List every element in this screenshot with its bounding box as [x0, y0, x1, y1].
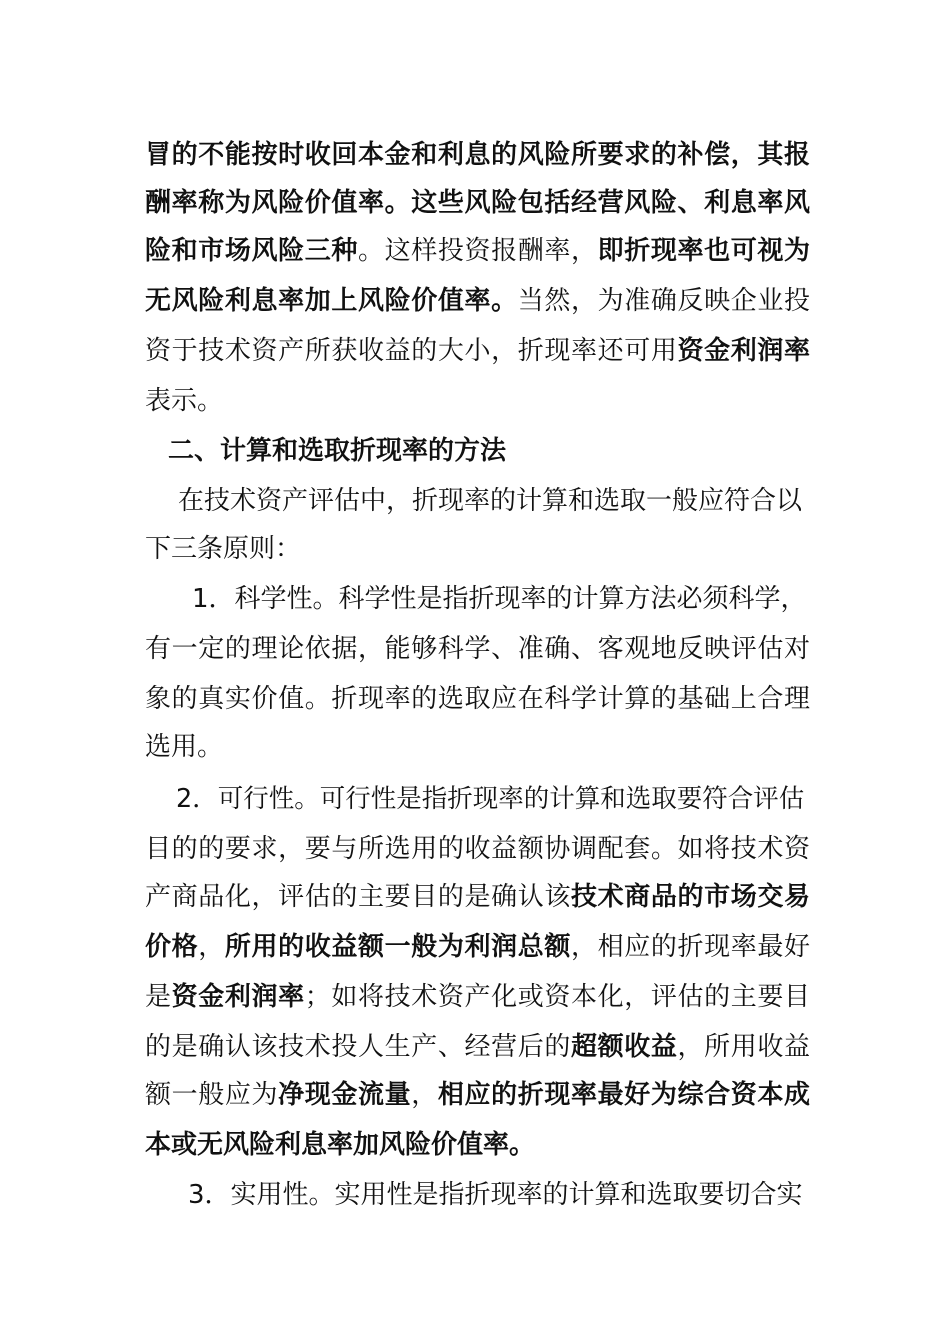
- body-text: 额一般应为: [145, 1080, 279, 1110]
- body-text: 选用。: [145, 732, 224, 762]
- body-text: 。这样投资报酬率，: [358, 236, 598, 266]
- text-line: [145, 922, 810, 972]
- list-item-1: [192, 574, 810, 624]
- body-text: 资于技术资产所获收益的大小，折现率还可用: [145, 336, 678, 366]
- section-heading: [168, 426, 808, 476]
- body-text: 下三条原则：: [145, 534, 302, 564]
- text-line: [145, 1022, 810, 1072]
- bold-text: 相应的折现率最好为综合资本成: [437, 1080, 810, 1110]
- text-line: [145, 226, 810, 276]
- bold-text: 无风险利息率加上风险价值率。: [145, 286, 518, 316]
- body-text: ，: [411, 1080, 438, 1110]
- body-text: 3．实用性。实用性是指折现率的计算和选取要切合实: [188, 1180, 803, 1210]
- body-text: 象的真实价值。折现率的选取应在科学计算的基础上合理: [145, 684, 810, 714]
- body-text: 在技术资产评估中，折现率的计算和选取一般应符合以: [178, 486, 803, 516]
- bold-text: 资金利润率: [677, 336, 810, 366]
- body-text: ；如将技术资产化或资本化，评估的主要目: [304, 982, 810, 1012]
- bold-text: 净现金流量: [278, 1080, 412, 1110]
- bold-text: 所用的收益额一般为利润总额: [224, 932, 571, 962]
- bold-text: 酬率称为风险价值率。这些风险包括经营风险、利息率风: [145, 188, 810, 218]
- bold-text: 资金利润率: [171, 982, 305, 1012]
- bold-text: 超额收益: [570, 1032, 678, 1062]
- bold-text: 本或无风险利息率加风险价值率。: [145, 1130, 536, 1160]
- text-line: [145, 824, 810, 874]
- body-text: 表示。: [145, 386, 224, 416]
- text-line: [145, 1070, 810, 1120]
- text-line: [145, 972, 810, 1022]
- bold-text: 价格: [145, 932, 199, 962]
- body-text: 1．科学性。科学性是指折现率的计算方法必须科学，: [192, 584, 807, 614]
- list-item-2: [176, 774, 810, 824]
- body-text: ，: [198, 932, 225, 962]
- body-text: 有一定的理论依据，能够科学、准确、客观地反映评估对: [145, 634, 810, 664]
- bold-text: 险和市场风险三种: [145, 236, 358, 266]
- text-line: [178, 476, 810, 526]
- text-line: [145, 674, 810, 724]
- list-item-3: [188, 1170, 810, 1220]
- body-text: ，所用收益: [677, 1032, 810, 1062]
- body-text: 的是确认该技术投人生产、经营后的: [145, 1032, 571, 1062]
- body-text: 2．可行性。可行性是指折现率的计算和选取要符合评估: [176, 784, 805, 814]
- bold-text: 技术商品的市场交易: [570, 882, 810, 912]
- text-line: [145, 624, 810, 674]
- text-line: [145, 376, 810, 426]
- text-line: [145, 130, 810, 180]
- text-line: [145, 1120, 810, 1170]
- body-text: 当然，为准确反映企业投: [517, 286, 810, 316]
- text-line: [145, 276, 810, 326]
- text-line: [145, 722, 810, 772]
- bold-text: 冒的不能按时收回本金和利息的风险所要求的补偿，其报: [145, 140, 810, 170]
- text-line: [145, 178, 810, 228]
- text-line: [145, 872, 810, 922]
- body-text: 是: [145, 982, 172, 1012]
- body-text: 目的的要求，要与所选用的收益额协调配套。如将技术资: [145, 834, 810, 864]
- bold-text: 即折现率也可视为: [597, 236, 810, 266]
- text-line: [145, 524, 810, 574]
- text-line: [145, 326, 810, 376]
- body-text: 产商品化，评估的主要目的是确认该: [145, 882, 571, 912]
- heading-text: 二、计算和选取折现率的方法: [168, 436, 507, 466]
- body-text: ，相应的折现率最好: [570, 932, 810, 962]
